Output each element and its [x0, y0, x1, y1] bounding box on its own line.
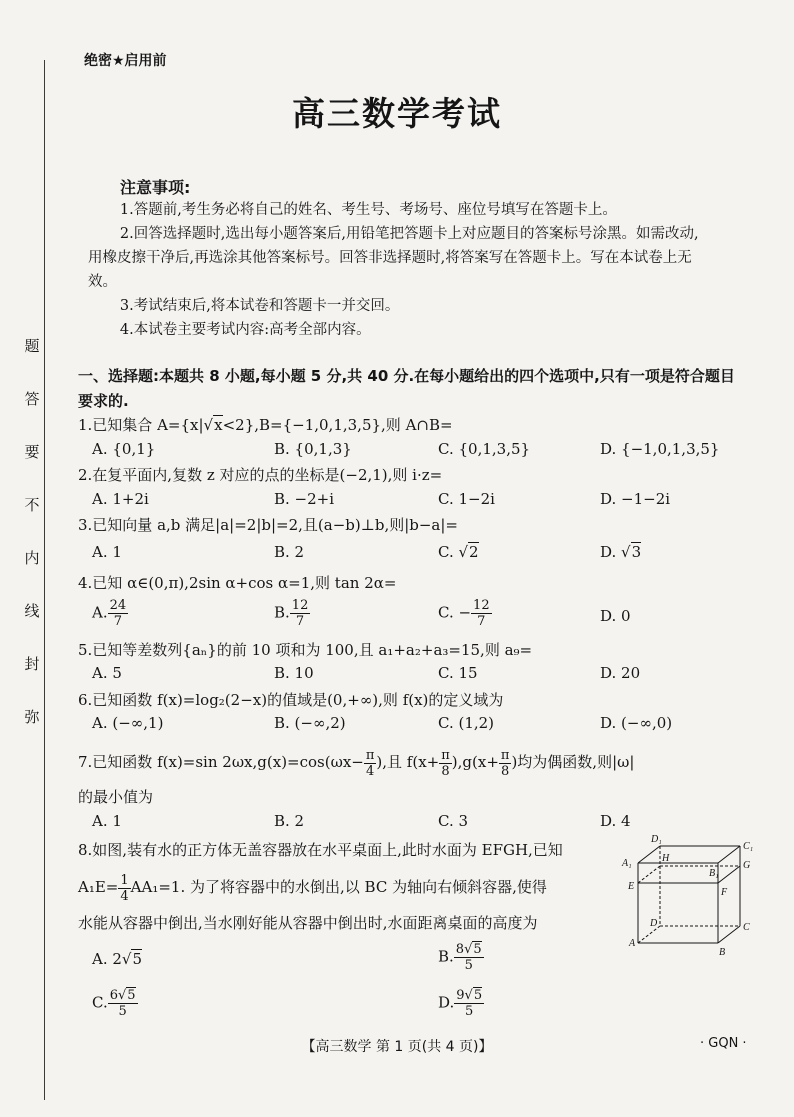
label-h: H — [662, 853, 670, 864]
instruction-item: 3.考试结束后,将本试卷和答题卡一并交回。 — [119, 298, 400, 314]
edge-a1-d1 — [638, 846, 660, 863]
question-7-stem: 7.已知函数 f(x)=sin 2ωx,g(x)=cos(ωx− $\frac{\pi}{4}$ ),且 f(x+ $\frac{\pi}{8}$ ),g(x+ $\frac{\pi}{8}$ )均为偶函数,则|ω| — [78, 747, 635, 779]
question-4-stem: 4.已知 α∈(0,π),2sin α+cos α=1,则 tan 2α= — [78, 574, 397, 592]
label-f: F — [721, 887, 728, 898]
q1-stem-c: <2},B={−1,0,1,3,5},则 A∩B= — [222, 416, 453, 434]
option-d: D. −1−2i — [600, 490, 671, 508]
question-2-options — [92, 490, 732, 514]
seal-char: 不 — [24, 496, 40, 514]
option-a: A. (−∞,1) — [92, 714, 164, 732]
label-e: E — [628, 881, 635, 892]
seal-char: 答 — [24, 390, 40, 408]
question-6-stem: 6.已知函数 f(x)=log₂(2−x)的值域是(0,+∞),则 f(x)的定义域为 — [78, 691, 504, 709]
q1-stem-a: 1.已知集合 A={x| — [78, 416, 204, 434]
label-c: C — [743, 922, 750, 933]
edge-b-c — [718, 926, 740, 943]
option-b: B. 2 — [274, 812, 305, 830]
seal-char: 题 — [24, 337, 40, 355]
label-a: A — [629, 938, 636, 949]
option-b: B. 2 — [274, 543, 305, 561]
label-b: B — [719, 947, 726, 958]
question-3-options — [92, 543, 732, 567]
seal-char: 线 — [24, 602, 40, 620]
option-c: C. √2 — [438, 543, 479, 561]
cube-figure — [618, 828, 768, 963]
option-c: C. $\frac{6√5}{5}$ — [92, 988, 136, 1019]
page-title: 高三数学考试 — [292, 94, 502, 133]
instructions-heading: 注意事项: — [120, 178, 191, 197]
label-g: G — [743, 860, 751, 871]
section-heading: 一、选择题:本题共 8 小题,每小题 5 分,共 40 分.在每小题给出的四个选项中,只有一项是符合题目要求的. — [78, 367, 735, 410]
edge-f-g — [718, 866, 740, 883]
edge-e-h — [638, 866, 660, 883]
option-a: A. 1 — [92, 543, 122, 561]
label-c1: C₁ — [743, 841, 754, 852]
label-a1: A₁ — [622, 858, 632, 869]
question-3-stem: 3.已知向量 a,b 满足|a|=2|b|=2,且(a−b)⊥b,则|b−a|= — [78, 516, 458, 534]
option-c: C. 15 — [438, 664, 478, 682]
seal-char: 内 — [24, 549, 40, 567]
option-a: A. 5 — [92, 664, 122, 682]
option-b: B. $\frac{12}{7}$ — [274, 598, 309, 629]
question-1-options — [92, 440, 732, 464]
option-d: D. $\frac{9√5}{5}$ — [438, 988, 483, 1019]
edge-b1-c1 — [718, 846, 740, 863]
option-c: C. − $\frac{12}{7}$ — [438, 598, 490, 629]
question-2-stem: 2.在复平面内,复数 z 对应的点的坐标是(−2,1),则 i·z= — [78, 466, 443, 484]
option-c: C. (1,2) — [438, 714, 495, 732]
question-5-options — [92, 664, 732, 688]
seal-char: 要 — [24, 443, 40, 461]
seal-char: 弥 — [24, 708, 40, 726]
option-a: A. {0,1} — [92, 440, 156, 458]
question-8-stem: 8.如图,装有水的正方体无盖容器放在水平桌面上,此时水面为 EFGH,已知 A₁E= $\frac{1}{4}$ AA₁=1. 为了将容器中的水倒出,以 BC 为轴向右倾斜容器,使得 水能从容器中倒出,当水刚好能从容器中倒出时,水面距离桌面的高度为 — [78, 841, 563, 932]
option-d: D. 20 — [600, 664, 641, 682]
option-d: D. 4 — [600, 812, 631, 830]
paper-code: · GQN · — [700, 1036, 747, 1051]
option-d: D. (−∞,0) — [600, 714, 673, 732]
question-8-options-row2 — [92, 988, 732, 1024]
label-b1: B₁ — [709, 868, 719, 879]
question-7-stem-line2: 的最小值为 — [78, 788, 154, 806]
option-c: C. 1−2i — [438, 490, 495, 508]
q1-radicand: x — [214, 416, 223, 434]
option-d: D. 0 — [600, 607, 631, 625]
instruction-item: 4.本试卷主要考试内容:高考全部内容。 — [119, 322, 371, 338]
question-5-stem: 5.已知等差数列{aₙ}的前 10 项和为 100,且 a₁+a₂+a₃=15,则 a₉= — [78, 641, 533, 659]
option-c: C. 3 — [438, 812, 469, 830]
option-d: D. {−1,0,1,3,5} — [600, 440, 720, 458]
question-6-options — [92, 714, 732, 738]
page-footer: 【高三数学 第 1 页(共 4 页)】 — [301, 1039, 493, 1055]
option-a: A. 2√5 — [92, 950, 143, 968]
confidential-label: 绝密★启用前 — [84, 53, 167, 69]
option-a: A. $\frac{24}{7}$ — [92, 598, 127, 629]
question-1-stem: 1.已知集合 A={x|√x<2},B={−1,0,1,3,5},则 A∩B= — [78, 416, 453, 434]
question-4-options — [92, 598, 732, 634]
option-b: B. $\frac{8√5}{5}$ — [438, 942, 482, 973]
seal-char: 封 — [24, 655, 40, 673]
option-b: B. −2+i — [274, 490, 335, 508]
option-b: B. (−∞,2) — [274, 714, 346, 732]
option-b: B. 10 — [274, 664, 314, 682]
label-d: D — [650, 918, 658, 929]
option-a: A. 1+2i — [92, 490, 149, 508]
instructions — [88, 175, 708, 342]
label-d1: D₁ — [651, 834, 662, 845]
option-a: A. 1 — [92, 812, 122, 830]
instruction-item: 2.回答选择题时,选出每小题答案后,用铅笔把答题卡上对应题目的答案标号涂黑。如需改动,用橡皮擦干净后,再选涂其他答案标号。回答非选择题时,将答案写在答题卡上。写在本试卷上无效。 — [88, 226, 699, 290]
binding-line — [44, 60, 45, 1100]
option-c: C. {0,1,3,5} — [438, 440, 531, 458]
option-d: D. √3 — [600, 543, 642, 561]
option-b: B. {0,1,3} — [274, 440, 352, 458]
instruction-item: 1.答题前,考生务必将自己的姓名、考生号、考场号、座位号填写在答题卡上。 — [119, 202, 617, 218]
